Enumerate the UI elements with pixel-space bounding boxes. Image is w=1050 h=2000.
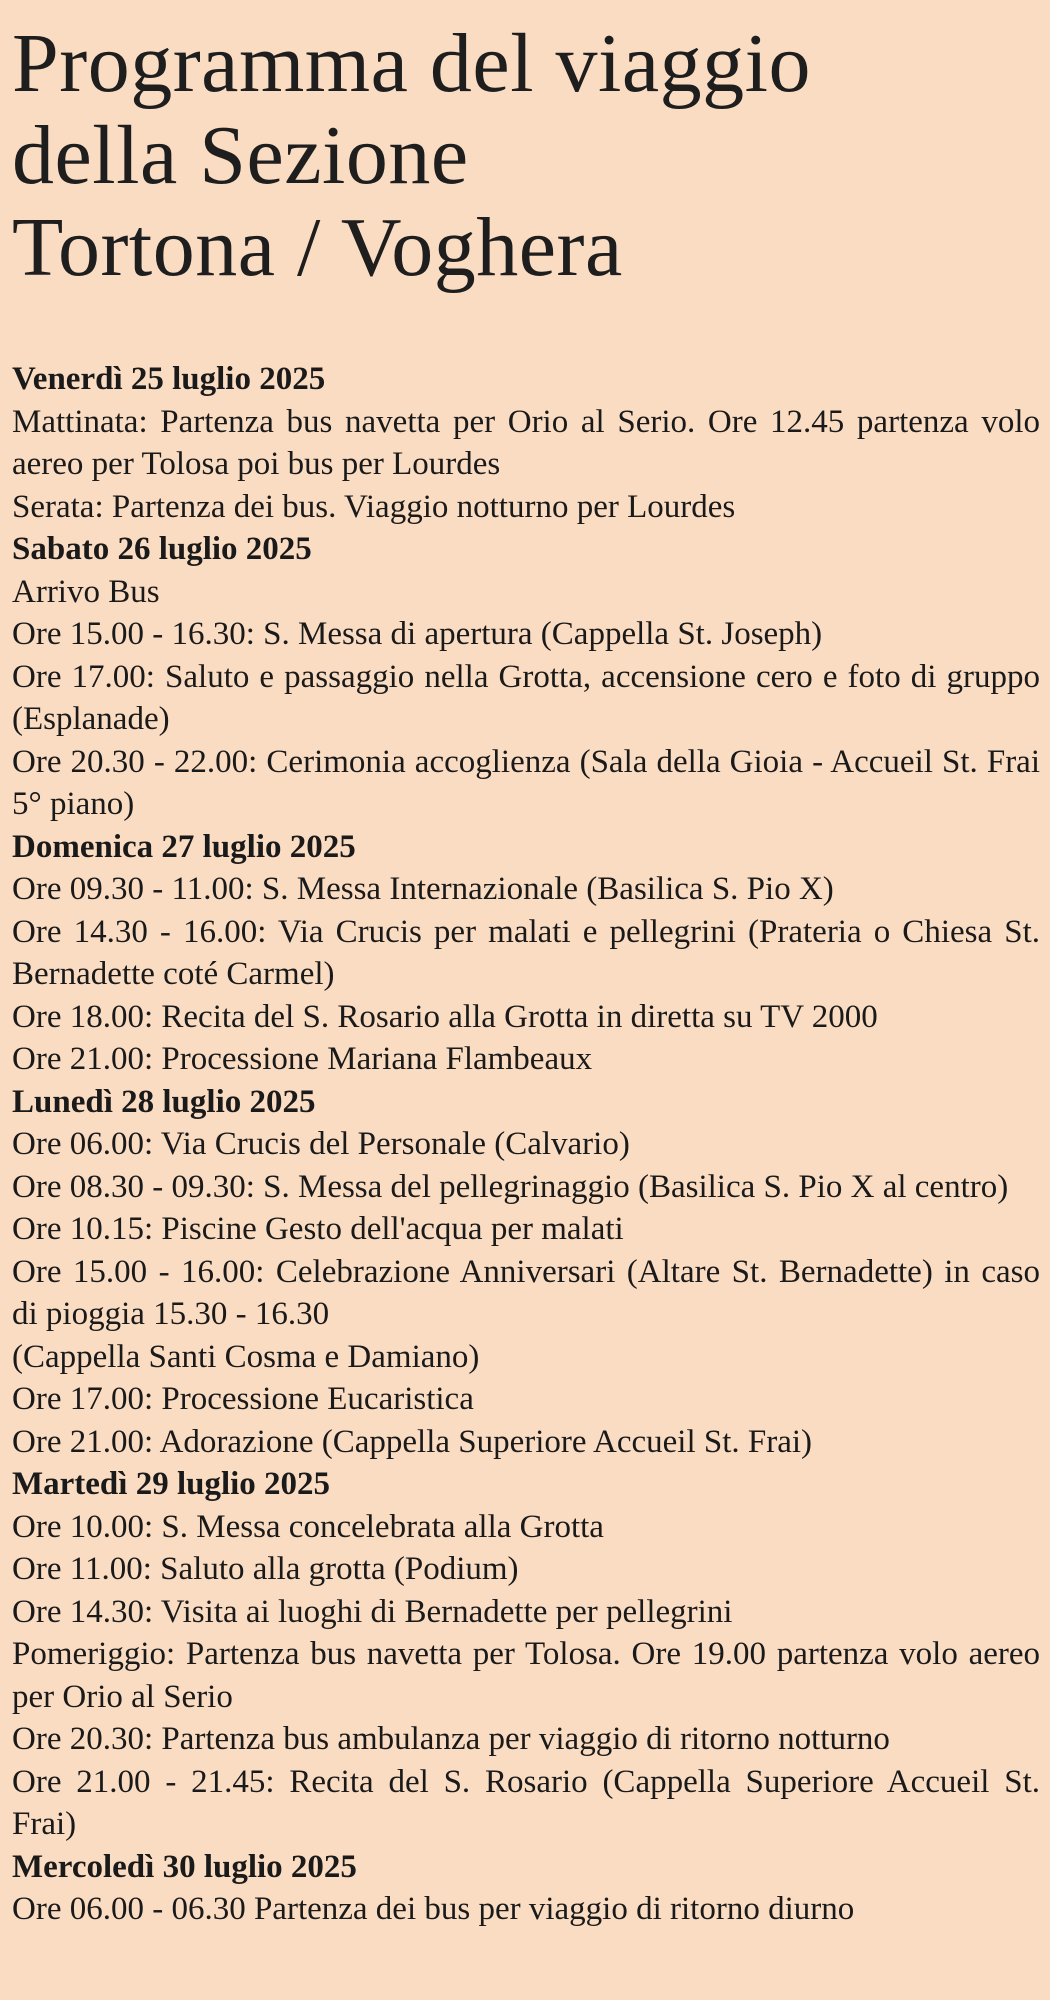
title-line: della Sezione [12,109,469,202]
schedule-entry: Arrivo Bus [12,573,160,610]
schedule-entry: Ore 20.30 - 22.00: Cerimonia accoglienza (Sala della Gioia - Accueil St. Frai 5° piano) [12,743,1040,822]
day-heading: Venerdì 25 luglio 2025 [12,361,326,397]
schedule-entry: Ore 21.00: Processione Mariana Flambeaux [12,1041,593,1077]
schedule [12,358,1040,1931]
day-section [12,1081,1040,1464]
day-section [12,826,1040,1081]
day-section [12,1463,1040,1846]
schedule-entry: (Cappella Santi Cosma e Damiano) [12,1338,480,1375]
schedule-entry: Ore 10.00: S. Messa concelebrata alla Grotta [12,1508,604,1545]
schedule-entry: Ore 10.15: Piscine Gesto dell'acqua per malati [12,1211,624,1247]
day-heading: Martedì 29 luglio 2025 [12,1466,331,1502]
title-line: Tortona / Voghera [12,201,623,294]
schedule-entry: Ore 06.00 - 06.30 Partenza dei bus per viaggio di ritorno diurno [12,1891,855,1927]
schedule-entry: Ore 20.30: Partenza bus ambulanza per viaggio di ritorno notturno [12,1721,890,1757]
schedule-entry: Ore 21.00: Adorazione (Cappella Superiore Accueil St. Frai) [12,1423,813,1460]
schedule-entry: Ore 14.30: Visita ai luoghi di Bernadette per pellegrini [12,1593,733,1630]
day-heading: Mercoledì 30 luglio 2025 [12,1848,357,1885]
day-section [12,1846,1040,1931]
schedule-entry: Ore 11.00: Saluto alla grotta (Podium) [12,1551,519,1587]
schedule-entry: Ore 09.30 - 11.00: S. Messa Internazionale (Basilica S. Pio X) [12,871,834,907]
schedule-entry: Ore 14.30 - 16.00: Via Crucis per malati e pellegrini (Prateria o Chiesa St. Bernadette coté Carmel) [12,913,1040,992]
schedule-entry: Mattinata: Partenza bus navetta per Orio al Serio. Ore 12.45 partenza volo aereo per Tolosa poi bus per Lourdes [12,403,1040,482]
title-line: Programma del viaggio [12,17,811,110]
schedule-entry: Ore 21.00 - 21.45: Recita del S. Rosario (Cappella Superiore Accueil St. Frai) [12,1763,1040,1842]
day-heading: Lunedì 28 luglio 2025 [12,1083,316,1120]
page-title [12,18,1040,294]
day-heading: Domenica 27 luglio 2025 [12,828,356,865]
schedule-entry: Ore 17.00: Processione Eucaristica [12,1381,474,1417]
day-section [12,528,1040,826]
schedule-entry: Ore 15.00 - 16.00: Celebrazione Anniversari (Altare St. Bernadette) in caso di pioggia 15.30 - 16.30 [12,1253,1040,1332]
schedule-entry: Serata: Partenza dei bus. Viaggio notturno per Lourdes [12,488,736,525]
day-heading: Sabato 26 luglio 2025 [12,531,312,567]
schedule-entry: Ore 08.30 - 09.30: S. Messa del pellegrinaggio (Basilica S. Pio X al centro) [12,1168,1009,1205]
day-section [12,358,1040,528]
schedule-entry: Ore 17.00: Saluto e passaggio nella Grotta, accensione cero e foto di gruppo (Esplanade) [12,658,1040,737]
schedule-entry: Ore 15.00 - 16.30: S. Messa di apertura (Cappella St. Joseph) [12,616,823,652]
schedule-entry: Ore 06.00: Via Crucis del Personale (Calvario) [12,1126,630,1162]
schedule-entry: Pomeriggio: Partenza bus navetta per Tolosa. Ore 19.00 partenza volo aereo per Orio al Serio [12,1636,1040,1715]
schedule-entry: Ore 18.00: Recita del S. Rosario alla Grotta in diretta su TV 2000 [12,998,878,1035]
